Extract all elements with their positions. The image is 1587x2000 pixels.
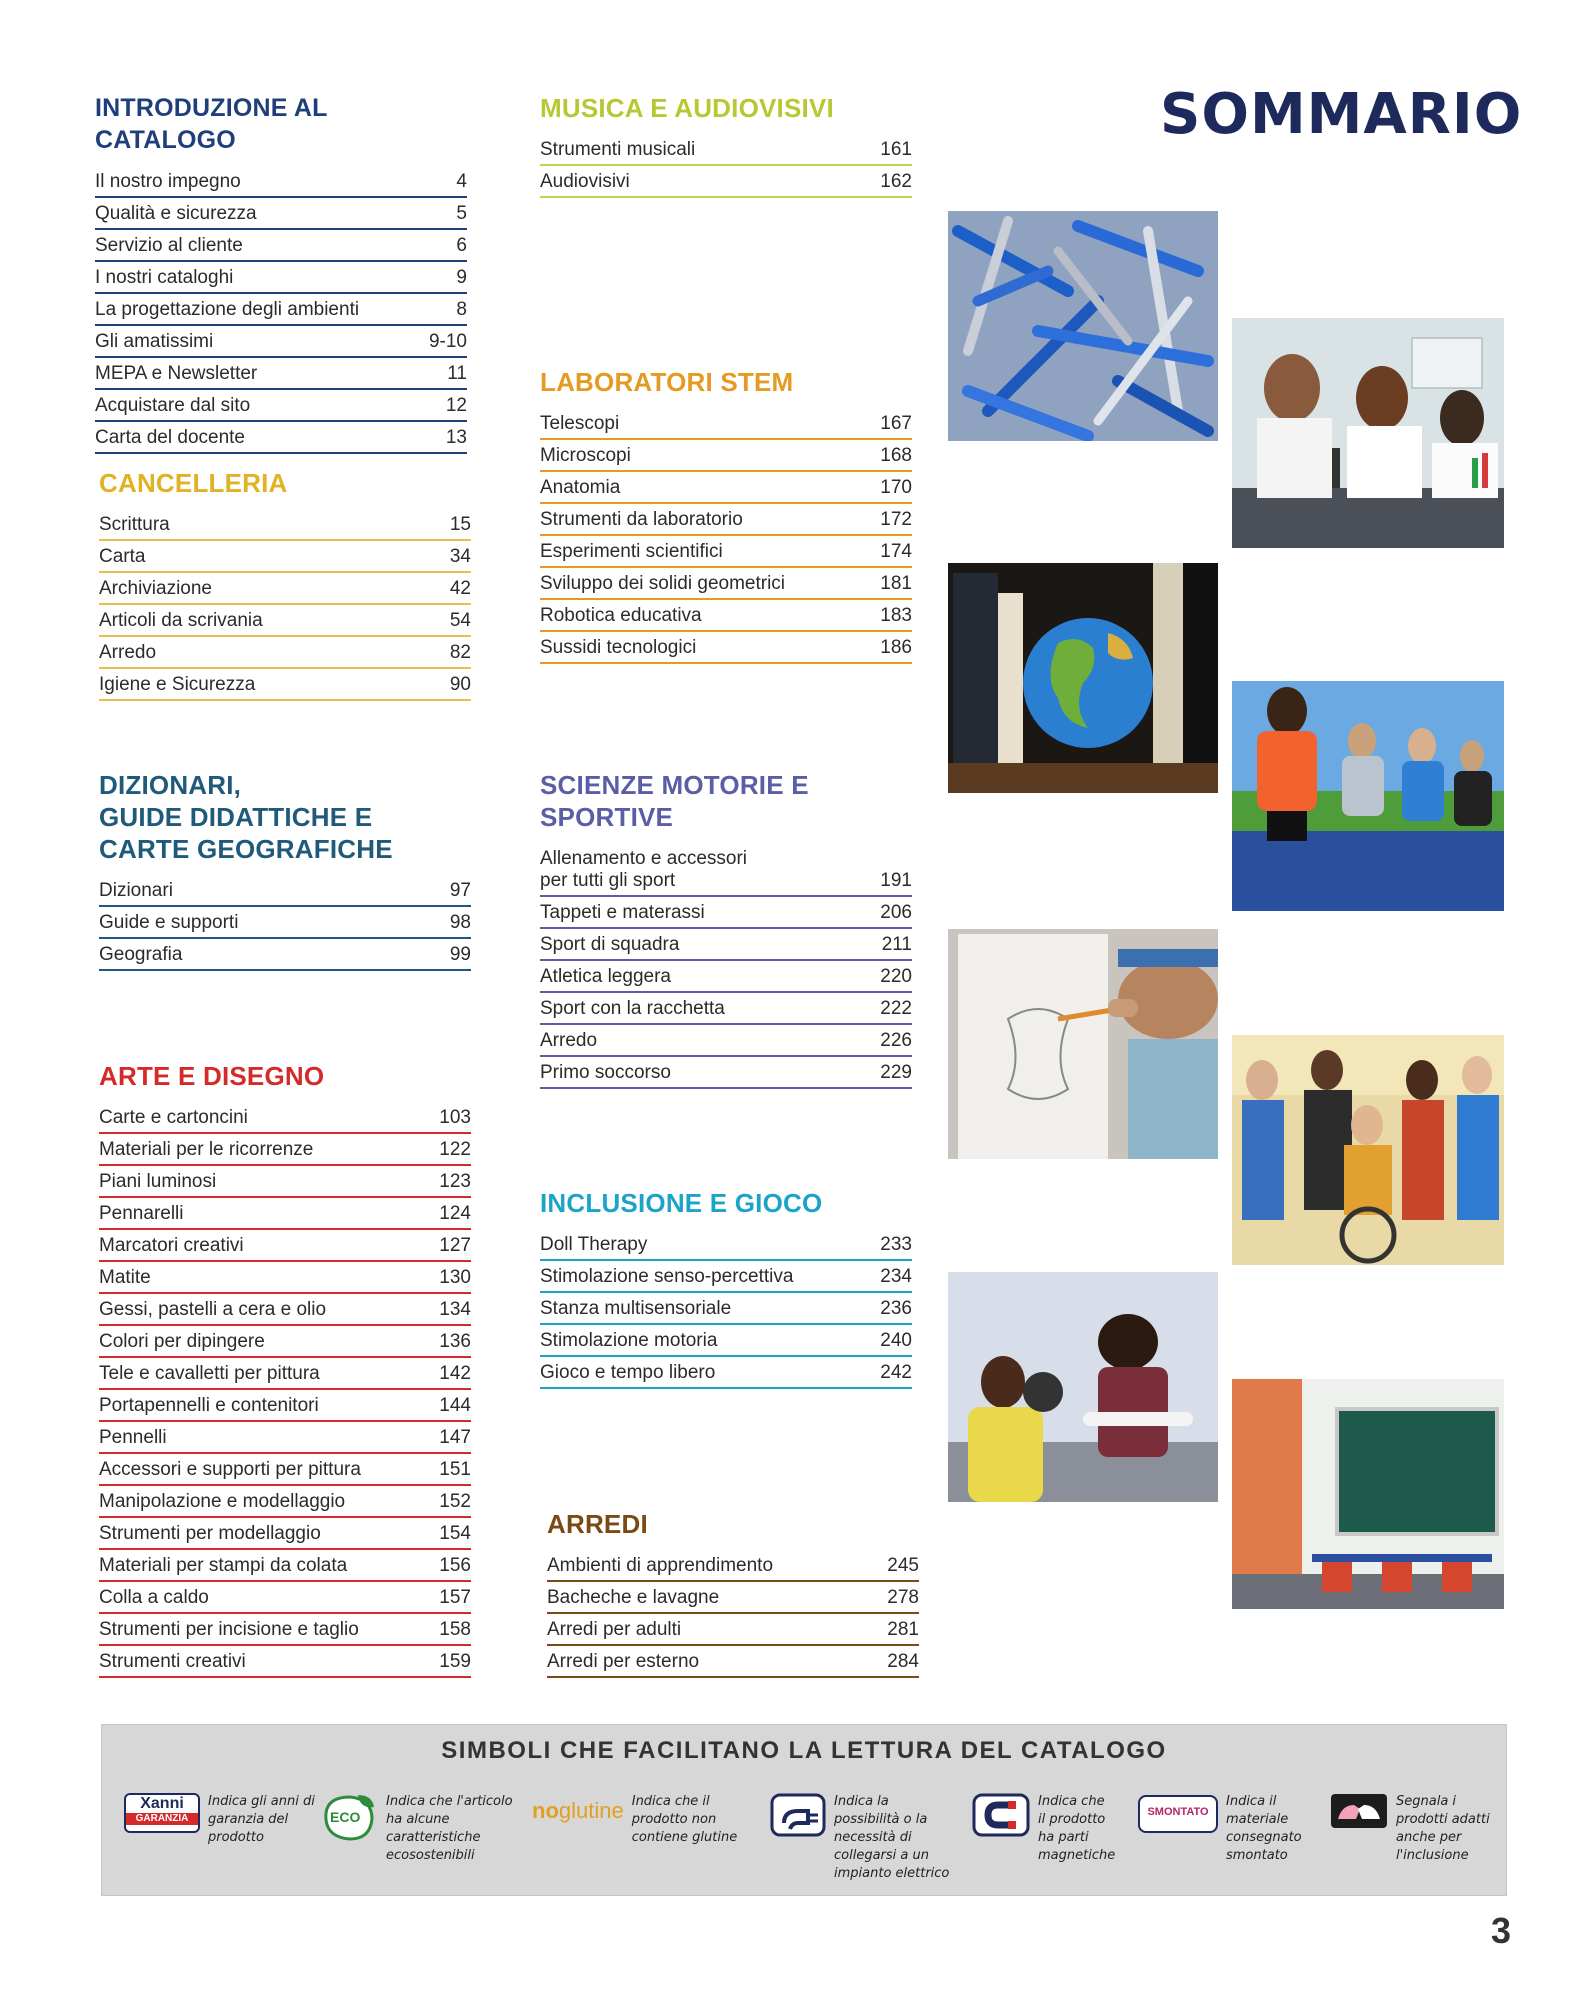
toc-entry-label: Strumenti musicali xyxy=(540,139,696,160)
toc-entry-label: Robotica educativa xyxy=(540,605,702,626)
legend-title: SIMBOLI CHE FACILITANO LA LETTURA DEL CATALOGO xyxy=(441,1737,1167,1764)
eco-leaf-icon xyxy=(320,1793,378,1841)
noglutine-icon xyxy=(532,1793,624,1839)
toc-entry-label: Sport con la racchetta xyxy=(540,998,725,1019)
toc-row[interactable] xyxy=(540,166,912,198)
toc-row[interactable] xyxy=(540,1325,912,1357)
badge-label: SMONTATO xyxy=(1147,1806,1209,1818)
toc-entry-label: Marcatori creativi xyxy=(99,1235,244,1256)
toc-entry-page: 151 xyxy=(439,1459,471,1480)
toc-entry-label: Telescopi xyxy=(540,413,620,434)
toc-row[interactable] xyxy=(99,1102,471,1134)
toc-entry-label: Esperimenti scientifici xyxy=(540,541,723,562)
section-dizionari xyxy=(99,769,471,971)
section-title: MUSICA E AUDIOVISIVI xyxy=(540,93,834,123)
toc-row[interactable] xyxy=(540,472,912,504)
toc-entry-page: 154 xyxy=(439,1523,471,1544)
plug-icon xyxy=(770,1793,826,1837)
toc-row[interactable] xyxy=(547,1646,919,1678)
toc-row[interactable] xyxy=(95,166,467,198)
toc-entry-page: 42 xyxy=(449,578,471,599)
toc-entry-page: 127 xyxy=(439,1235,471,1256)
toc-row[interactable] xyxy=(99,939,471,971)
toc-entry-page: 97 xyxy=(449,880,471,901)
toc-row[interactable] xyxy=(99,1294,471,1326)
toc-entry-label: Microscopi xyxy=(540,445,631,466)
toc-entry-label: Atletica leggera xyxy=(540,966,671,987)
toc-entry-page: 9-10 xyxy=(428,331,467,352)
music-students-photo xyxy=(948,1272,1218,1502)
toc-entry-page: 11 xyxy=(447,363,467,384)
toc-entry-label: Colori per dipingere xyxy=(99,1331,265,1352)
toc-entry-page: 206 xyxy=(880,902,912,923)
toc-entry-label: Anatomia xyxy=(540,477,621,498)
toc-entry-page: 15 xyxy=(449,514,471,535)
magnet-icon xyxy=(972,1793,1030,1837)
toc-entry-page: 103 xyxy=(439,1107,471,1128)
toc-row[interactable] xyxy=(547,1582,919,1614)
toc-row[interactable] xyxy=(99,1198,471,1230)
toc-row[interactable] xyxy=(99,1230,471,1262)
toc-entry-page: 122 xyxy=(439,1139,471,1160)
toc-entry-label: Allenamento e accessori per tutti gli sport xyxy=(540,848,747,891)
toc-row[interactable] xyxy=(99,1518,471,1550)
toc-entry-label: Qualità e sicurezza xyxy=(95,203,257,224)
toc-row[interactable] xyxy=(99,1262,471,1294)
toc-row[interactable] xyxy=(540,1057,912,1089)
toc-entry-label: Strumenti creativi xyxy=(99,1651,246,1672)
toc-row[interactable] xyxy=(540,440,912,472)
legend-item-magnet xyxy=(972,1793,1115,1865)
toc-row[interactable] xyxy=(99,1390,471,1422)
legend-text: Indica il materiale consegnato smontato xyxy=(1226,1794,1302,1863)
toc-entry-label: Arredi per adulti xyxy=(547,1619,682,1640)
toc-entry-label: Manipolazione e modellaggio xyxy=(99,1491,346,1512)
toc-entry-page: 191 xyxy=(880,870,912,891)
toc-row[interactable] xyxy=(99,1646,471,1678)
page-number: 3 xyxy=(1490,1910,1511,1951)
toc-entry-label: Arredo xyxy=(99,642,157,663)
symbols-legend xyxy=(101,1724,1507,1896)
section-arredi xyxy=(547,1508,919,1678)
toc-entry-page: 234 xyxy=(880,1266,912,1287)
section-title: ARTE E DISEGNO xyxy=(99,1061,325,1091)
toc-row[interactable] xyxy=(540,1293,912,1325)
section-musica xyxy=(540,92,912,198)
toc-entry-label: Matite xyxy=(99,1267,151,1288)
toc-entry-page: 233 xyxy=(880,1234,912,1255)
section-title: ARREDI xyxy=(547,1509,648,1539)
toc-entry-label: Ambienti di apprendimento xyxy=(547,1555,774,1576)
smontato-icon xyxy=(1138,1795,1218,1833)
badge-label: no xyxy=(532,1798,559,1823)
toc-entry-page: 183 xyxy=(880,605,912,626)
legend-item-inclusione xyxy=(1330,1793,1490,1865)
toc-row[interactable] xyxy=(99,637,471,669)
badge-sublabel: GARANZIA xyxy=(126,1813,198,1825)
legend-item-glutine xyxy=(532,1793,737,1847)
globe-books-photo xyxy=(948,563,1218,793)
toc-entry-page: 54 xyxy=(449,610,471,631)
toc-entry-page: 134 xyxy=(439,1299,471,1320)
toc-row[interactable] xyxy=(99,875,471,907)
section-stem xyxy=(540,366,912,664)
toc-row[interactable] xyxy=(95,326,467,358)
toc-entry-label: Gioco e tempo libero xyxy=(540,1362,716,1383)
toc-row[interactable] xyxy=(540,568,912,600)
toc-entry-label: Stimolazione senso-percettiva xyxy=(540,1266,794,1287)
toc-entry-label: Strumenti da laboratorio xyxy=(540,509,743,530)
toc-entry-label: Colla a caldo xyxy=(99,1587,209,1608)
toc-row[interactable] xyxy=(99,1550,471,1582)
toc-entry-label: Strumenti per incisione e taglio xyxy=(99,1619,359,1640)
toc-entry-label: Materiali per le ricorrenze xyxy=(99,1139,314,1160)
toc-row[interactable] xyxy=(95,262,467,294)
toc-row[interactable] xyxy=(540,929,912,961)
toc-row[interactable] xyxy=(99,1166,471,1198)
legend-text: Indica che l'articolo ha alcune caratteristiche ecosostenibili xyxy=(386,1794,513,1863)
toc-entry-page: 245 xyxy=(887,1555,919,1576)
toc-row[interactable] xyxy=(99,1614,471,1646)
toc-entry-page: 162 xyxy=(880,171,912,192)
toc-entry-page: 5 xyxy=(456,203,467,224)
toc-entry-label: Materiali per stampi da colata xyxy=(99,1555,348,1576)
toc-entry-label: Archiviazione xyxy=(99,578,212,599)
badge-label: glutine xyxy=(558,1798,624,1823)
toc-row[interactable] xyxy=(547,1614,919,1646)
toc-entry-label: Scrittura xyxy=(99,514,170,535)
toc-entry-label: Accessori e supporti per pittura xyxy=(99,1459,361,1480)
toc-row[interactable] xyxy=(540,536,912,568)
toc-entry-page: 159 xyxy=(439,1651,471,1672)
legend-text: Indica la possibilità o la necessità di collegarsi a un impianto elettrico xyxy=(834,1794,950,1881)
toc-entry-label: Acquistare dal sito xyxy=(95,395,251,416)
toc-entry-label: Geografia xyxy=(99,944,183,965)
toc-row[interactable] xyxy=(540,1229,912,1261)
toc-entry-page: 82 xyxy=(449,642,471,663)
toc-entry-label: Tele e cavalletti per pittura xyxy=(99,1363,320,1384)
toc-entry-page: 168 xyxy=(880,445,912,466)
runners-photo xyxy=(1232,681,1504,911)
toc-entry-label: Servizio al cliente xyxy=(95,235,243,256)
xanni-garanzia-icon xyxy=(124,1793,200,1833)
toc-entry-page: 99 xyxy=(449,944,471,965)
toc-entry-label: Stanza multisensoriale xyxy=(540,1298,732,1319)
toc-entry-label: Portapennelli e contenitori xyxy=(99,1395,319,1416)
toc-entry-page: 181 xyxy=(880,573,912,594)
legend-item-smontato xyxy=(1138,1793,1302,1865)
toc-entry-page: 220 xyxy=(880,966,912,987)
toc-entry-label: MEPA e Newsletter xyxy=(95,363,258,384)
toc-entry-label: I nostri cataloghi xyxy=(95,267,234,288)
toc-entry-label: Bacheche e lavagne xyxy=(547,1587,720,1608)
section-arte xyxy=(99,1060,471,1678)
toc-entry-label: Igiene e Sicurezza xyxy=(99,674,256,695)
toc-row[interactable] xyxy=(540,1357,912,1389)
toc-entry-label: Piani luminosi xyxy=(99,1171,217,1192)
toc-row[interactable] xyxy=(540,961,912,993)
toc-row[interactable] xyxy=(540,1261,912,1293)
toc-entry-page: 242 xyxy=(880,1362,912,1383)
toc-row[interactable] xyxy=(95,230,467,262)
section-title: INTRODUZIONE AL CATALOGO xyxy=(95,94,328,154)
toc-row[interactable] xyxy=(540,408,912,440)
toc-entry-label: Sport di squadra xyxy=(540,934,680,955)
pens-photo xyxy=(948,211,1218,441)
toc-entry-page: 174 xyxy=(880,541,912,562)
classroom-photo xyxy=(1232,1379,1504,1609)
toc-entry-label: Pennelli xyxy=(99,1427,167,1448)
toc-entry-label: Dizionari xyxy=(99,880,173,901)
section-intro xyxy=(95,92,467,454)
section-title: INCLUSIONE E GIOCO xyxy=(540,1188,823,1218)
toc-entry-page: 281 xyxy=(887,1619,919,1640)
toc-entry-page: 142 xyxy=(439,1363,471,1384)
toc-entry-page: 161 xyxy=(880,139,912,160)
toc-entry-page: 211 xyxy=(881,934,912,955)
drawing-student-photo xyxy=(948,929,1218,1159)
toc-row[interactable] xyxy=(99,573,471,605)
toc-entry-page: 157 xyxy=(439,1587,471,1608)
toc-entry-label: Primo soccorso xyxy=(540,1062,671,1083)
toc-entry-page: 12 xyxy=(445,395,467,416)
legend-text: Indica che il prodotto non contiene glutine xyxy=(631,1794,738,1845)
section-title: LABORATORI STEM xyxy=(540,367,794,397)
legend-text: Indica gli anni di garanzia del prodotto xyxy=(208,1794,315,1845)
toc-row[interactable] xyxy=(99,605,471,637)
toc-row[interactable] xyxy=(99,1134,471,1166)
toc-entry-page: 136 xyxy=(439,1331,471,1352)
toc-row[interactable] xyxy=(99,1486,471,1518)
toc-entry-label: Arredo xyxy=(540,1030,598,1051)
section-title: DIZIONARI, GUIDE DIDATTICHE E CARTE GEOGRAFICHE xyxy=(99,770,393,864)
hands-inclusion-icon xyxy=(1330,1793,1388,1829)
toc-entry-page: 186 xyxy=(880,637,912,658)
toc-entry-label: Doll Therapy xyxy=(540,1234,648,1255)
toc-entry-page: 170 xyxy=(880,477,912,498)
toc-entry-label: La progettazione degli ambienti xyxy=(95,299,360,320)
toc-row[interactable] xyxy=(99,509,471,541)
legend-item-garanzia xyxy=(124,1793,315,1847)
toc-entry-page: 147 xyxy=(439,1427,471,1448)
toc-row[interactable] xyxy=(99,541,471,573)
toc-entry-page: 222 xyxy=(880,998,912,1019)
toc-row[interactable] xyxy=(99,907,471,939)
legend-item-eco xyxy=(320,1793,513,1865)
toc-row[interactable] xyxy=(540,600,912,632)
toc-entry-label: Guide e supporti xyxy=(99,912,239,933)
badge-label: ECO xyxy=(330,1809,361,1825)
toc-row[interactable] xyxy=(95,358,467,390)
toc-row[interactable] xyxy=(95,294,467,326)
toc-row[interactable] xyxy=(99,1358,471,1390)
toc-row[interactable] xyxy=(99,1422,471,1454)
toc-entry-page: 152 xyxy=(439,1491,471,1512)
legend-text: Segnala i prodotti adatti anche per l'inclusione xyxy=(1396,1794,1490,1863)
toc-entry-page: 240 xyxy=(880,1330,912,1351)
toc-entry-page: 236 xyxy=(880,1298,912,1319)
toc-entry-label: Gli amatissimi xyxy=(95,331,214,352)
toc-entry-page: 98 xyxy=(449,912,471,933)
toc-entry-label: Tappeti e materassi xyxy=(540,902,705,923)
toc-row[interactable] xyxy=(95,422,467,454)
badge-label: Xanni xyxy=(140,1795,184,1812)
legend-text: Indica che il prodotto ha parti magnetiche xyxy=(1038,1794,1116,1863)
page-title: SOMMARIO xyxy=(1160,82,1523,147)
toc-entry-page: 34 xyxy=(449,546,471,567)
toc-row[interactable] xyxy=(99,1454,471,1486)
toc-entry-page: 90 xyxy=(449,674,471,695)
toc-entry-label: Strumenti per modellaggio xyxy=(99,1523,321,1544)
toc-row[interactable] xyxy=(95,390,467,422)
toc-row[interactable] xyxy=(99,1582,471,1614)
toc-row[interactable] xyxy=(547,1550,919,1582)
section-title: CANCELLERIA xyxy=(99,468,288,498)
toc-entry-label: Articoli da scrivania xyxy=(99,610,263,631)
toc-entry-page: 284 xyxy=(887,1651,919,1672)
toc-entry-page: 144 xyxy=(439,1395,471,1416)
laboratory-students-photo xyxy=(1232,318,1504,548)
toc-entry-page: 156 xyxy=(439,1555,471,1576)
toc-entry-label: Carta del docente xyxy=(95,427,245,448)
toc-entry-page: 278 xyxy=(887,1587,919,1608)
section-inclusione xyxy=(540,1187,912,1389)
toc-entry-page: 8 xyxy=(456,299,467,320)
toc-entry-page: 123 xyxy=(439,1171,471,1192)
toc-row[interactable] xyxy=(540,993,912,1025)
toc-entry-page: 9 xyxy=(456,267,467,288)
toc-entry-page: 172 xyxy=(880,509,912,530)
toc-entry-label: Sviluppo dei solidi geometrici xyxy=(540,573,786,594)
inclusive-group-photo xyxy=(1232,1035,1504,1265)
toc-row[interactable] xyxy=(95,198,467,230)
toc-entry-page: 229 xyxy=(880,1062,912,1083)
toc-entry-page: 226 xyxy=(880,1030,912,1051)
toc-row[interactable] xyxy=(99,669,471,701)
toc-row[interactable] xyxy=(540,632,912,664)
toc-row[interactable] xyxy=(540,897,912,929)
toc-row[interactable] xyxy=(540,504,912,536)
toc-entry-label: Carte e cartoncini xyxy=(99,1107,248,1128)
toc-entry-label: Carta xyxy=(99,546,146,567)
legend-item-plug xyxy=(770,1793,949,1883)
toc-row[interactable] xyxy=(540,134,912,166)
toc-entry-label: Arredi per esterno xyxy=(547,1651,700,1672)
toc-entry-label: Stimolazione motoria xyxy=(540,1330,718,1351)
toc-entry-page: 4 xyxy=(456,171,467,192)
toc-row[interactable] xyxy=(540,843,912,897)
toc-entry-page: 167 xyxy=(880,413,912,434)
toc-entry-label: Il nostro impegno xyxy=(95,171,241,192)
toc-entry-page: 124 xyxy=(439,1203,471,1224)
section-title: SCIENZE MOTORIE E SPORTIVE xyxy=(540,770,809,832)
toc-entry-page: 130 xyxy=(439,1267,471,1288)
section-sport xyxy=(540,769,912,1089)
toc-entry-label: Sussidi tecnologici xyxy=(540,637,697,658)
toc-entry-page: 158 xyxy=(439,1619,471,1640)
section-cancelleria xyxy=(99,467,471,701)
toc-row[interactable] xyxy=(99,1326,471,1358)
toc-entry-page: 13 xyxy=(445,427,467,448)
toc-entry-label: Pennarelli xyxy=(99,1203,184,1224)
toc-row[interactable] xyxy=(540,1025,912,1057)
toc-entry-label: Gessi, pastelli a cera e olio xyxy=(99,1299,327,1320)
toc-entry-page: 6 xyxy=(456,235,467,256)
toc-entry-label: Audiovisivi xyxy=(540,171,630,192)
